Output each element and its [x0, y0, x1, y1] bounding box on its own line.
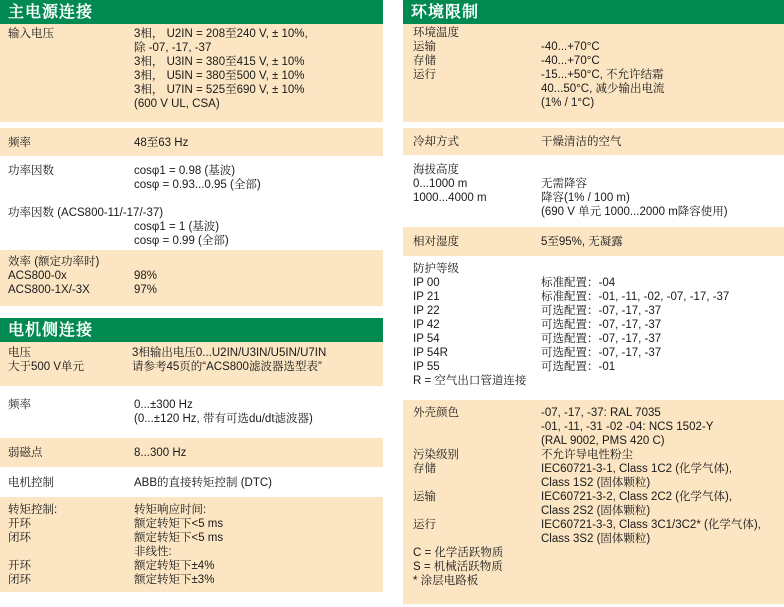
left-column — [0, 0, 383, 592]
input-voltage-values: 3相， U2IN = 208至240 V, ± 10%, 除 -07, -17, -37 3相， U3IN = 380至415 V, ± 10% 3相， U5IN = 380至500 V, ± 10% 3相， U7IN = 525至690 V, ± 10% (600 V UL, CSA) — [134, 28, 308, 110]
frequency-row — [0, 128, 383, 156]
motor-control-row: 电机控制 ABB的直接转矩控制 (DTC) — [0, 467, 383, 497]
section-title-environment: 环境限制 — [403, 0, 784, 24]
motor-frequency-row: 频率 0...±300 Hz (0...±120 Hz, 带有可选du/dt滤波器) — [0, 386, 383, 438]
efficiency-label: 效率 (额定功率时) — [8, 256, 100, 268]
cooling-row: 冷却方式 干燥清洁的空气 — [403, 128, 784, 155]
section-title-main-power: 主电源连接 — [0, 0, 383, 24]
motor-voltage-row: 电压 大于500 V单元 3相输出电压0...U2IN/U3IN/U5IN/U7IN 请参考45页的“ACS800滤波器选型表” — [0, 342, 383, 386]
altitude-row: 海拔高度 0...1000 m 1000...4000 m 无需降容 降容(1% / 100 m) (690 V 单元 1000...2000 m降容使用) — [403, 155, 784, 227]
humidity-row: 相对湿度 5至95%, 无凝露 — [403, 227, 784, 256]
field-weakening-row: 弱磁点 8...300 Hz — [0, 438, 383, 467]
power-factor-2-total: cosφ = 0.99 (全部) — [134, 235, 229, 247]
power-factor-row — [0, 156, 383, 196]
torque-control-row: 转矩控制: 开环 闭环 开环 闭环 转矩响应时间: 额定转矩下<5 ms 额定转矩下<5 ms 非线性: 额定转矩下±4% 额定转矩下±3% — [0, 497, 383, 592]
protection-row: 防护等级 IP 00 标准配置：-04 IP 21 标准配置：-01, -11, -02, -07, -17, -37 IP 22 可选配置：-07, -17, -37 IP 42 可选配置：-07, -17, -37 IP 54 可选配置：-07, -17, -37 IP 54R 可选配置：-07, -17, -37 IP 55 可选配置：-01 R = 空气出口管道连接 — [403, 256, 784, 400]
efficiency-row: 效率 (额定功率时) ACS800-0x 98% ACS800-1X/-3X 97% — [0, 250, 383, 306]
input-voltage-row — [0, 24, 383, 122]
power-factor-2-label: 功率因数 (ACS800-11/-17/-37) — [8, 207, 164, 219]
enclosure-row: 外壳颜色 污染级别 存储 运输 运行 -07, -17, -37: RAL 7035 -01, -11, -31 -02 -04: NCS 1502-Y (RAL 9002, PMS 420 C) 不允许导电性粉尘 IEC60721-3-1, Class 1C2 (化学气体), Class 1S2 (固体颗粒) IEC60721-3-2, Class 2C2 (化学气体), Class 2S2 (固体颗粒) IEC60721-3-3, Class 3C1/3C2* (化学气体), Class 3S2 (固体颗粒) C = 化学活跃物质 S = 机械活跃物质 * 涂层电路板 — [403, 400, 784, 604]
section-title-motor-side: 电机侧连接 — [0, 318, 383, 342]
power-factor-label: 功率因数 — [8, 165, 54, 177]
power-factor-2-fundamental: cosφ1 = 1 (基波) — [134, 221, 220, 233]
input-voltage-label: 输入电压 — [8, 28, 54, 40]
power-factor-fundamental: cosφ1 = 0.98 (基波) — [134, 165, 236, 177]
frequency-label: 频率 — [8, 136, 31, 149]
frequency-value: 48至63 Hz — [134, 136, 189, 149]
power-factor-2-row — [0, 196, 383, 250]
power-factor-total: cosφ = 0.93...0.95 (全部) — [134, 179, 261, 191]
right-column — [403, 0, 784, 604]
temperature-row: 环境温度 运输 存储 运行 -40...+70°C -40...+70°C -15...+50°C, 不允许结霜 40...50°C, 减少输出电流 (1% / 1°C) — [403, 24, 784, 122]
